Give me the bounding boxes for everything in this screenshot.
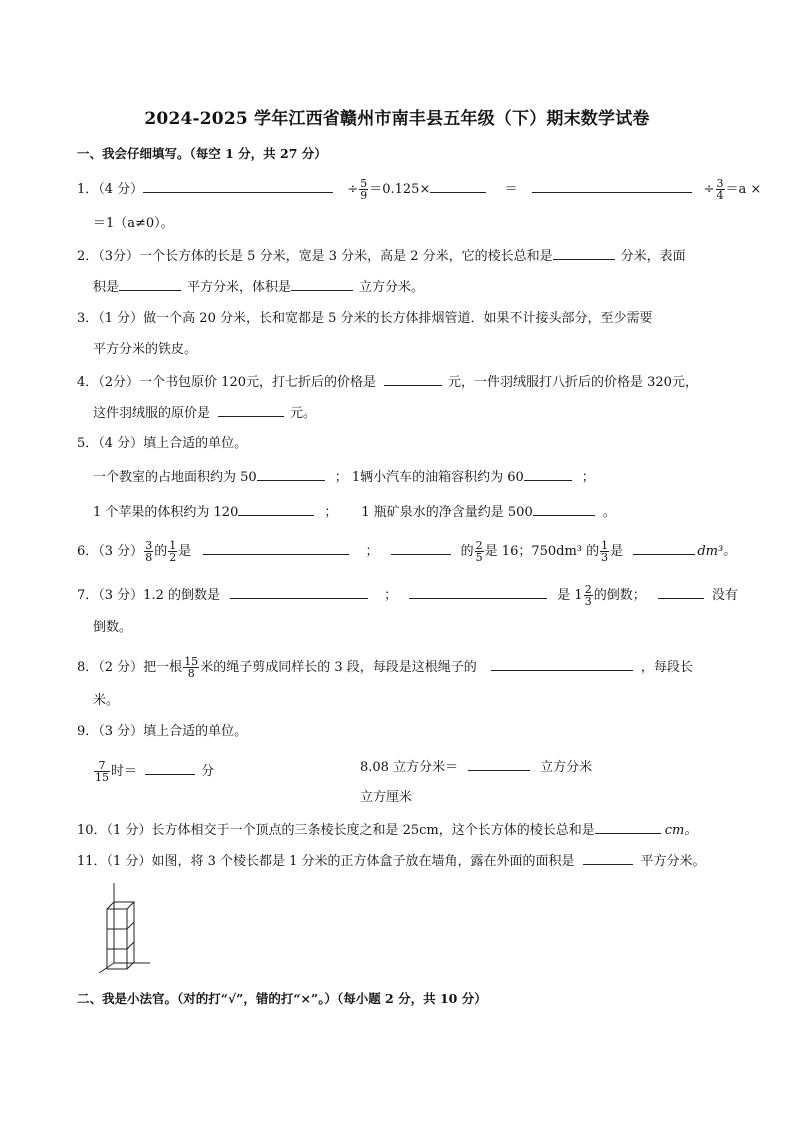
question-7	[77, 584, 738, 607]
q5-line-3	[93, 503, 616, 522]
q5-line-2	[93, 468, 595, 487]
q10-text-b: cm。	[664, 823, 698, 838]
q6-blank-3[interactable]	[633, 542, 695, 555]
q6-semi: ；	[365, 544, 379, 559]
q6-is: 是	[178, 544, 192, 559]
q2-text-d: 平方分米，体积是	[187, 280, 292, 295]
q4-blank-2[interactable]	[218, 404, 284, 417]
q8-blank-1[interactable]	[491, 658, 633, 671]
q7-semi: ；	[384, 588, 398, 603]
q11-text-a: 11．（1 分）如图，将 3 个棱长都是 1 分米的正方体盒子放在墙角，露在外面的面积是	[77, 854, 575, 869]
q8-text-a: 8．（2 分）把一根	[77, 660, 183, 675]
q5-blank-3[interactable]	[238, 503, 314, 516]
q9-blank-2[interactable]	[468, 758, 530, 771]
q5-blank-1[interactable]	[257, 468, 325, 481]
q3-line-2: 平方分米的铁皮。	[93, 342, 198, 357]
q4-text-c: 这件羽绒服的原价是	[93, 406, 211, 421]
q2-blank-3[interactable]	[291, 278, 353, 291]
q6-is16: 是 16；750dm³ 的	[484, 544, 600, 559]
q7-text-d: 没有	[711, 588, 738, 603]
q5-blank-2[interactable]	[524, 468, 572, 481]
q1-frac-1: $\frac{5}{9}$	[360, 177, 368, 202]
q5-text-b3: ；	[581, 470, 595, 485]
q9-text-c: 分	[201, 764, 215, 779]
q2-text-c: 积是	[93, 280, 120, 295]
q6-prefix: 6．（3 分）	[77, 544, 144, 559]
q5-text-c3: 1 瓶矿泉水的净含量约是 500	[361, 505, 533, 520]
q2-text-e: 立方分米。	[359, 280, 425, 295]
q6-frac-2: $\frac{1}{2}$	[169, 539, 177, 564]
q4-line-2	[93, 404, 316, 423]
q6-of2: 的	[460, 544, 474, 559]
q5-text-c2: ；	[324, 505, 338, 520]
q9-text-b: 时＝	[111, 764, 138, 779]
q8-line-2: 米。	[93, 693, 120, 708]
q9-frac: $\frac{7}{15}$	[95, 759, 109, 784]
q5-text-b1: 一个教室的占地面积约为 50	[93, 470, 257, 485]
q8-text-b: 米的绳子剪成同样长的 3 段，每段是这根绳子的	[200, 660, 477, 675]
q2-blank-2[interactable]	[119, 278, 181, 291]
q7-text-c: 的倒数；	[593, 588, 646, 603]
q6-frac-1: $\frac{3}{8}$	[145, 539, 153, 564]
q1-div2: ÷	[703, 182, 715, 197]
q6-blank-2[interactable]	[391, 542, 451, 555]
q6-blank-1[interactable]	[203, 542, 349, 555]
question-5: 5．（4 分）填上合适的单位。	[77, 436, 248, 451]
q7-line-2: 倒数。	[93, 620, 133, 635]
q9-text-d: 8.08 立方分米＝	[360, 760, 459, 775]
page-title: 2024-2025 学年江西省赣州市南丰县五年级（下）期末数学试卷	[144, 109, 650, 129]
q10-blank-1[interactable]	[595, 821, 661, 834]
q6-frac-4: $\frac{1}{3}$	[601, 539, 609, 564]
question-4	[77, 373, 698, 392]
question-11	[77, 852, 706, 871]
q1-frac-2: $\frac{3}{4}$	[716, 177, 724, 202]
q5-text-c4: 。	[602, 505, 616, 520]
question-1	[77, 178, 761, 201]
q8-text-c: ，每段长	[640, 660, 693, 675]
q6-frac-3: $\frac{2}{5}$	[475, 539, 483, 564]
q9-left	[93, 760, 214, 783]
q6-unit: dm³。	[697, 544, 737, 559]
q2-line-2	[93, 278, 424, 297]
question-2	[77, 247, 686, 266]
q9-line-3: 立方厘米	[360, 790, 413, 805]
q11-text-b: 平方分米。	[640, 854, 706, 869]
q7-blank-2[interactable]	[409, 586, 547, 599]
q7-text-b: 是 1	[557, 588, 583, 603]
q2-text-b: 分米，表面	[620, 249, 686, 264]
question-10	[77, 821, 697, 840]
q1-div: ÷	[347, 182, 359, 197]
q10-text-a: 10．（1 分）长方体相交于一个顶点的三条棱长度之和是 25cm，这个长方体的棱长总和是	[77, 823, 595, 838]
q4-text-a: 4．（2分）一个书包原价 120元，打七折后的价格是	[77, 375, 376, 390]
q11-blank-1[interactable]	[583, 852, 633, 865]
question-8	[77, 656, 693, 679]
q6-of: 的	[154, 544, 168, 559]
q7-text-a: 7．（3 分）1.2 的倒数是	[77, 588, 220, 603]
question-6	[77, 540, 736, 563]
q2-text-a: 2．（3分）一个长方体的长是 5 分米，宽是 3 分米，高是 2 分米，它的棱长总和是	[77, 249, 553, 264]
q2-blank-1[interactable]	[553, 247, 615, 260]
q4-text-b: 元，一件羽绒服打八折后的价格是 320元，	[448, 375, 698, 390]
q5-blank-4[interactable]	[533, 503, 595, 516]
q5-text-c1: 1 个苹果的体积约为 120	[93, 505, 239, 520]
q1-blank-1[interactable]	[143, 180, 333, 193]
question-3: 3．（1 分）做一个高 20 分米，长和宽都是 5 分米的长方体排烟管道．如果不计接头部分，至少需要	[77, 311, 653, 326]
q1-line-2: ＝1（a≠0）。	[93, 216, 174, 231]
q1-prefix: 1．（4 分）	[77, 182, 144, 197]
question-9: 9．（3 分）填上合适的单位。	[77, 724, 248, 739]
q1-tail: ＝a ×	[725, 182, 762, 197]
q4-blank-1[interactable]	[384, 373, 442, 386]
stacked-cubes-figure	[95, 883, 155, 975]
q1-blank-3[interactable]	[532, 180, 692, 193]
q5-text-b2: ； 1辆小汽车的油箱容积约为 60	[334, 470, 524, 485]
q7-frac: $\frac{2}{3}$	[584, 583, 592, 608]
q9-right	[360, 758, 592, 777]
q7-blank-1[interactable]	[230, 586, 368, 599]
section-2-heading: 二、我是小法官。（对的打“√”，错的打“×”。）（每小题 2 分，共 10 分）	[77, 991, 487, 1006]
q4-text-d: 元。	[290, 406, 317, 421]
q1-mid: ＝0.125×	[369, 182, 431, 197]
q8-frac: $\frac{15}{8}$	[184, 655, 199, 680]
q1-blank-2[interactable]	[430, 180, 486, 193]
q9-text-e: 立方分米	[540, 760, 593, 775]
q9-blank-1[interactable]	[145, 762, 195, 775]
q7-blank-3[interactable]	[658, 586, 704, 599]
q1-eq: ＝	[504, 182, 518, 197]
q6-is2: 是	[610, 544, 624, 559]
section-1-heading: 一、我会仔细填写。（每空 1 分，共 27 分）	[77, 146, 327, 161]
